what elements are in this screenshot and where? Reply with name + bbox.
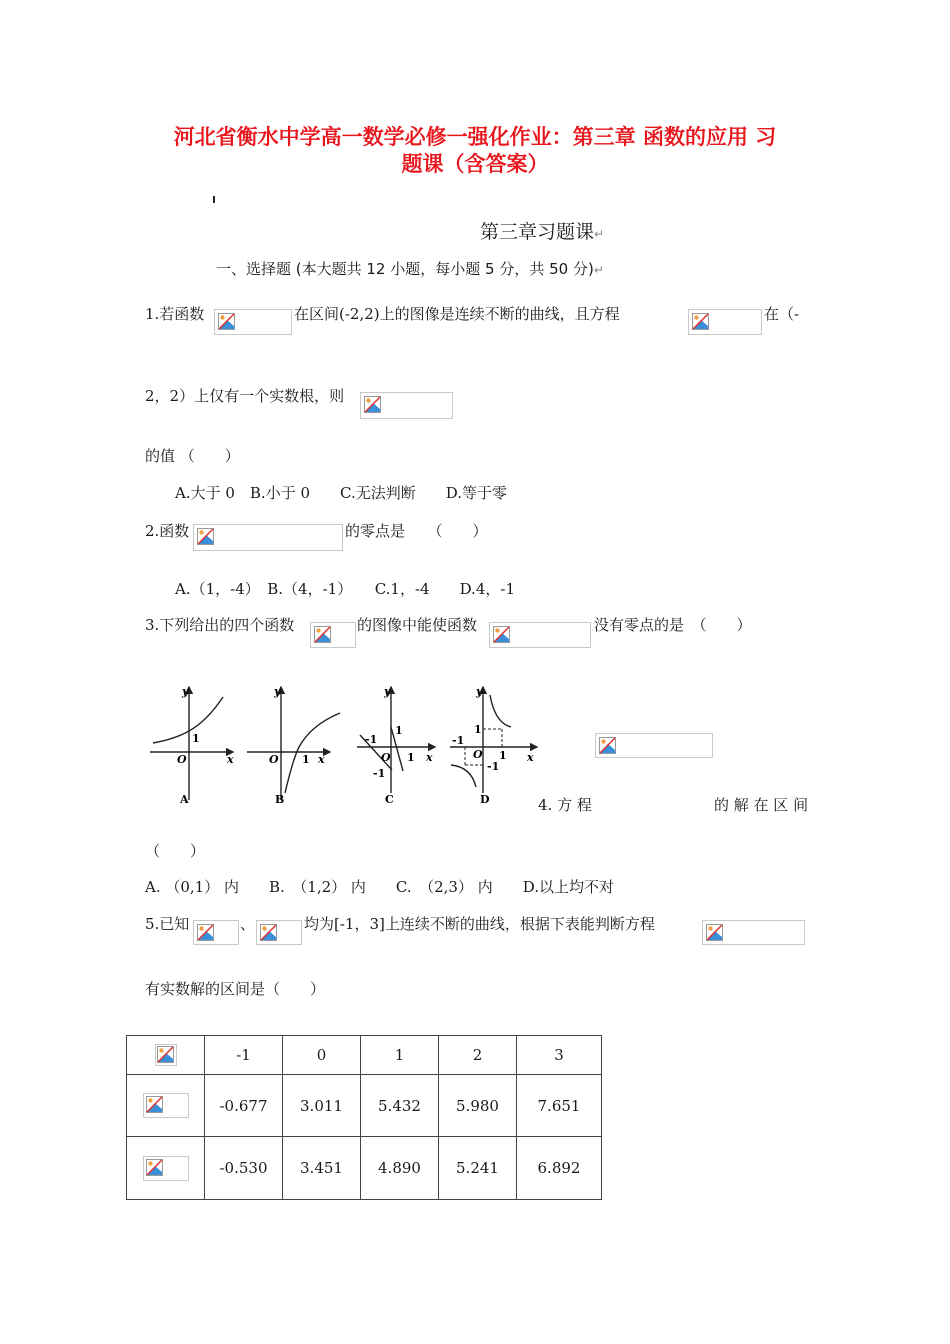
broken-image-icon (197, 528, 214, 545)
table-row (127, 1075, 602, 1137)
graph-a-tick: 1 (192, 732, 200, 745)
graph-d (450, 685, 537, 806)
graph-d-tick: -1 (487, 760, 500, 773)
q1-text-2: 在区间(-2,2)上的图像是连续不断的曲线，且方程 (294, 305, 620, 323)
table-cell (127, 1075, 205, 1137)
table-cell: -0.677 (205, 1075, 283, 1137)
q4-options: A. （0,1） 内 B. （1,2） 内 C. （2,3） 内 D.以上均不对 (145, 878, 615, 896)
table-cell: 3.011 (283, 1075, 361, 1137)
broken-image-icon (157, 1046, 174, 1063)
table-cell: 5.241 (439, 1137, 517, 1200)
formula-image (489, 622, 591, 648)
broken-image-icon (197, 924, 214, 941)
formula-image (193, 920, 239, 945)
graph-c-letter: C (385, 793, 394, 806)
q2-text-1: 2.函数 (145, 522, 190, 540)
q3-text-2: 的图像中能使函数 (357, 616, 478, 634)
graph-d-letter: D (480, 793, 490, 806)
q5-text-3: 均为[-1，3]上连续不断的曲线，根据下表能判断方程 (304, 915, 655, 933)
formula-image (155, 1044, 177, 1066)
q5-text-4: 有实数解的区间是（ ） (145, 980, 326, 998)
return-mark: ↵ (594, 227, 605, 241)
part-heading (216, 258, 604, 279)
section-heading-text: 第三章习题课 (480, 221, 595, 243)
q1-text-4: 2，2）上仅有一个实数根，则 (145, 387, 345, 405)
table-cell (127, 1137, 205, 1200)
broken-image-icon (146, 1159, 163, 1176)
broken-image-icon (314, 626, 331, 643)
q3-text-3: 没有零点的是 （ ） (594, 616, 752, 634)
formula-image (595, 733, 713, 758)
graph-b-letter: B (275, 793, 285, 806)
formula-image (193, 524, 343, 551)
formula-image (256, 920, 302, 945)
graph-c-tick: -1 (373, 767, 386, 780)
table-cell: 5.980 (439, 1075, 517, 1137)
graph-d-tick: 1 (499, 749, 507, 762)
table-cell: 3.451 (283, 1137, 361, 1200)
table-cell: 6.892 (517, 1137, 602, 1200)
formula-image (702, 920, 805, 945)
graph-c (357, 685, 435, 806)
value-table (126, 1035, 602, 1200)
graph-d-origin: O (473, 748, 483, 761)
table-cell: 7.651 (517, 1075, 602, 1137)
table-row (127, 1036, 602, 1075)
formula-image (688, 309, 762, 335)
q2-text-2: 的零点是 （ ） (345, 522, 488, 540)
broken-image-icon (599, 737, 616, 754)
q2-options: A.（1，-4） B.（4，-1） C.1，-4 D.4，-1 (175, 580, 515, 598)
broken-image-icon (706, 924, 723, 941)
q3-text-1: 3.下列给出的四个函数 (145, 616, 295, 634)
graph-c-tick: 1 (407, 751, 415, 764)
section-heading (480, 217, 604, 244)
q1-options: A.大于 0 B.小于 0 C.无法判断 D.等于零 (175, 484, 507, 502)
graph-b-x-label: x (318, 753, 325, 766)
graph-a-letter: A (180, 793, 189, 806)
graph-c-origin: O (381, 751, 391, 764)
broken-image-icon (493, 626, 510, 643)
formula-image (310, 622, 356, 648)
doc-title-line2: 题课（含答案） (401, 152, 549, 176)
table-cell: -0.530 (205, 1137, 283, 1200)
graph-b (247, 685, 340, 806)
graph-d-y-label: y (476, 685, 483, 698)
graph-c-tick: 1 (395, 724, 403, 737)
return-mark: ↵ (593, 263, 604, 277)
formula-image (360, 392, 453, 419)
table-header-cell: 3 (517, 1036, 602, 1075)
broken-image-icon (260, 924, 277, 941)
formula-image (143, 1093, 189, 1118)
q1-text-1: 1.若函数 (145, 305, 205, 323)
graph-d-tick: 1 (474, 723, 482, 736)
graph-d-x-label: x (527, 751, 534, 764)
graph-c-tick: -1 (365, 733, 378, 746)
part-heading-text: 一、选择题 (本大题共 12 小题，每小题 5 分，共 50 分) (216, 260, 594, 278)
graph-a-origin: O (177, 753, 187, 766)
broken-image-icon (364, 396, 381, 413)
graph-a-y-label: y (182, 685, 189, 698)
table-cell (127, 1036, 205, 1075)
doc-title-line1: 河北省衡水中学高一数学必修一强化作业：第三章 函数的应用 习 (173, 125, 777, 149)
q5-text-2: 、 (240, 915, 256, 933)
graph-c-y-label: y (384, 685, 391, 698)
table-cell: 5.432 (361, 1075, 439, 1137)
q4-text-1: 4. 方 程 (538, 796, 592, 814)
graph-a (150, 685, 234, 806)
table-header-cell: 1 (361, 1036, 439, 1075)
table-row (127, 1137, 602, 1200)
q4-text-2: 的 解 在 区 间 (714, 796, 809, 814)
table-header-cell: 2 (439, 1036, 517, 1075)
table-header-cell: -1 (205, 1036, 283, 1075)
graph-c-x-label: x (426, 751, 433, 764)
q4-text-3: （ ） (145, 842, 206, 860)
broken-image-icon (218, 313, 235, 330)
q5-text-1: 5.已知 (145, 915, 190, 933)
graph-a-x-label: x (227, 753, 234, 766)
graph-b-y-label: y (274, 685, 281, 698)
graph-b-origin: O (269, 753, 279, 766)
broken-image-icon (146, 1096, 163, 1113)
graph-b-tick: 1 (302, 753, 310, 766)
table-header-cell: 0 (283, 1036, 361, 1075)
formula-image (143, 1156, 189, 1181)
q1-text-3: 在（- (764, 305, 800, 323)
graph-a-curve (153, 697, 223, 743)
function-graphs (145, 675, 545, 810)
broken-image-icon (692, 313, 709, 330)
q1-text-5: 的值 （ ） (145, 447, 240, 465)
table-cell: 4.890 (361, 1137, 439, 1200)
graph-b-curve (285, 713, 340, 793)
formula-image (214, 309, 292, 335)
stray-mark (213, 196, 215, 203)
graph-d-tick: -1 (452, 734, 465, 747)
